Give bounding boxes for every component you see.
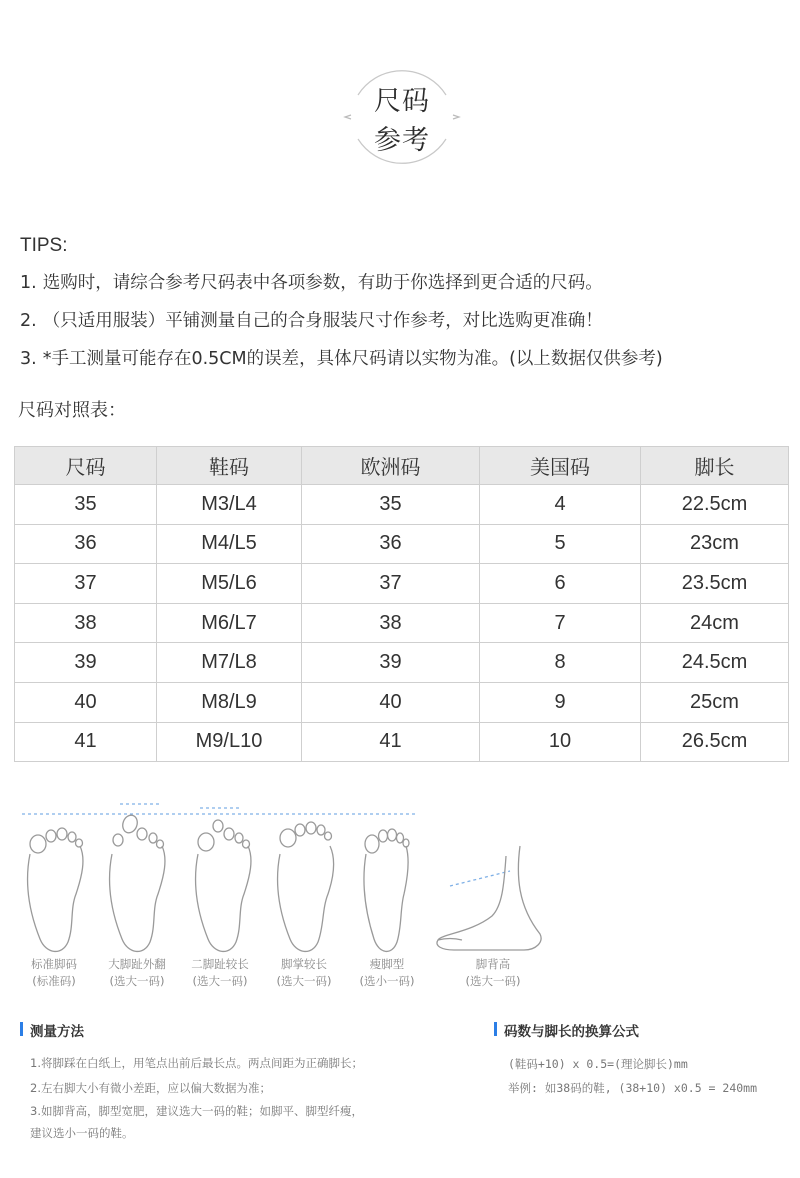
table-cell: 24.5cm <box>641 643 789 683</box>
formula-title: 码数与脚长的换算公式 <box>504 1024 639 1040</box>
size-reference-badge <box>340 55 464 179</box>
table-cell: 8 <box>480 643 641 683</box>
section-accent-icon <box>20 1022 23 1036</box>
foot-type-label <box>259 956 349 990</box>
table-cell: 35 <box>302 485 480 525</box>
size-table-title: 尺码对照表： <box>18 400 126 421</box>
table-cell: 10 <box>480 722 641 762</box>
header-cell-us-size: 美国码 <box>480 447 641 485</box>
table-cell: M4/L5 <box>157 524 302 564</box>
tip-number: 3. <box>20 349 37 369</box>
table-row <box>15 524 789 564</box>
header-cell-eu-size: 欧洲码 <box>302 447 480 485</box>
table-row <box>15 682 789 722</box>
foot-type-label <box>448 956 538 990</box>
foot-type-name: 二脚趾较长 <box>191 957 249 971</box>
header-cell-foot-length: 脚长 <box>641 447 789 485</box>
foot-type-label <box>175 956 265 990</box>
table-cell: 9 <box>480 682 641 722</box>
foot-types-illustration <box>0 796 800 996</box>
badge-title-line1: 尺码 <box>374 86 430 117</box>
table-cell: 37 <box>15 564 157 604</box>
method-line: 建议选小一码的鞋。 <box>30 1126 134 1140</box>
table-cell: 22.5cm <box>641 485 789 525</box>
table-row <box>15 643 789 683</box>
table-cell: 23cm <box>641 524 789 564</box>
foot-type-label <box>9 956 99 990</box>
size-chart-table <box>14 446 789 762</box>
tip-item <box>20 302 795 340</box>
table-cell: M9/L10 <box>157 722 302 762</box>
foot-type-name: 脚掌较长 <box>281 957 327 971</box>
table-cell: 26.5cm <box>641 722 789 762</box>
tip-number: 2. <box>20 311 37 331</box>
tip-text: （只适用服装）平铺测量自己的合身服装尺寸作参考，对比选购更准确！ <box>42 311 603 331</box>
tip-number: 1. <box>20 273 37 293</box>
table-cell: M5/L6 <box>157 564 302 604</box>
table-cell: 41 <box>15 722 157 762</box>
method-title: 测量方法 <box>30 1024 84 1040</box>
foot-type-name: 标准脚码 <box>31 957 77 971</box>
method-line: 1.将脚踩在白纸上，用笔点出前后最长点。两点间距为正确脚长； <box>30 1056 363 1070</box>
table-cell: 41 <box>302 722 480 762</box>
table-cell: 24cm <box>641 603 789 643</box>
table-row <box>15 722 789 762</box>
table-cell: 5 <box>480 524 641 564</box>
table-cell: M8/L9 <box>157 682 302 722</box>
header-cell-shoe-size: 鞋码 <box>157 447 302 485</box>
tip-item <box>20 264 795 302</box>
foot-type-label <box>92 956 182 990</box>
table-cell: M3/L4 <box>157 485 302 525</box>
table-cell: M6/L7 <box>157 603 302 643</box>
table-cell: 40 <box>15 682 157 722</box>
table-cell: 36 <box>15 524 157 564</box>
table-row <box>15 485 789 525</box>
method-line: 3.如脚背高，脚型宽肥，建议选大一码的鞋；如脚平、脚型纤瘦， <box>30 1104 363 1118</box>
foot-type-label <box>342 956 432 990</box>
tip-item <box>20 340 795 378</box>
table-cell: 23.5cm <box>641 564 789 604</box>
table-cell: 7 <box>480 603 641 643</box>
badge-title-line2: 参考 <box>374 125 430 156</box>
foot-type-advice: (选大一码) <box>109 974 165 988</box>
header-cell-size: 尺码 <box>15 447 157 485</box>
table-cell: 4 <box>480 485 641 525</box>
section-accent-icon <box>494 1022 497 1036</box>
foot-type-advice: (标准码) <box>32 974 76 988</box>
table-cell: 38 <box>15 603 157 643</box>
foot-type-advice: (选小一码) <box>359 974 415 988</box>
foot-type-advice: (选大一码) <box>192 974 248 988</box>
table-cell: 39 <box>15 643 157 683</box>
table-cell: 6 <box>480 564 641 604</box>
table-row <box>15 603 789 643</box>
table-header-row <box>15 447 789 485</box>
table-cell: 40 <box>302 682 480 722</box>
table-cell: M7/L8 <box>157 643 302 683</box>
tips-section <box>20 228 795 378</box>
tips-title: TIPS: <box>20 235 68 256</box>
formula-line: (鞋码+10) x 0.5=(理论脚长)mm <box>508 1057 688 1071</box>
table-cell: 36 <box>302 524 480 564</box>
table-cell: 38 <box>302 603 480 643</box>
table-cell: 37 <box>302 564 480 604</box>
table-cell: 39 <box>302 643 480 683</box>
foot-type-name: 瘦脚型 <box>369 957 405 971</box>
table-cell: 35 <box>15 485 157 525</box>
table-cell: 25cm <box>641 682 789 722</box>
table-row <box>15 564 789 604</box>
foot-type-advice: (选大一码) <box>465 974 521 988</box>
foot-type-name: 脚背高 <box>475 957 511 971</box>
foot-type-name: 大脚趾外翻 <box>108 957 166 971</box>
tip-text: 选购时，请综合参考尺码表中各项参数，有助于你选择到更合适的尺码。 <box>42 273 603 293</box>
foot-type-advice: (选大一码) <box>276 974 332 988</box>
method-line: 2.左右脚大小有微小差距，应以偏大数据为准； <box>30 1081 271 1095</box>
tip-text: *手工测量可能存在0.5CM的误差，具体尺码请以实物为准。(以上数据仅供参考) <box>42 349 663 369</box>
formula-example: 举例: 如38码的鞋, (38+10) x0.5 = 240mm <box>508 1081 758 1095</box>
